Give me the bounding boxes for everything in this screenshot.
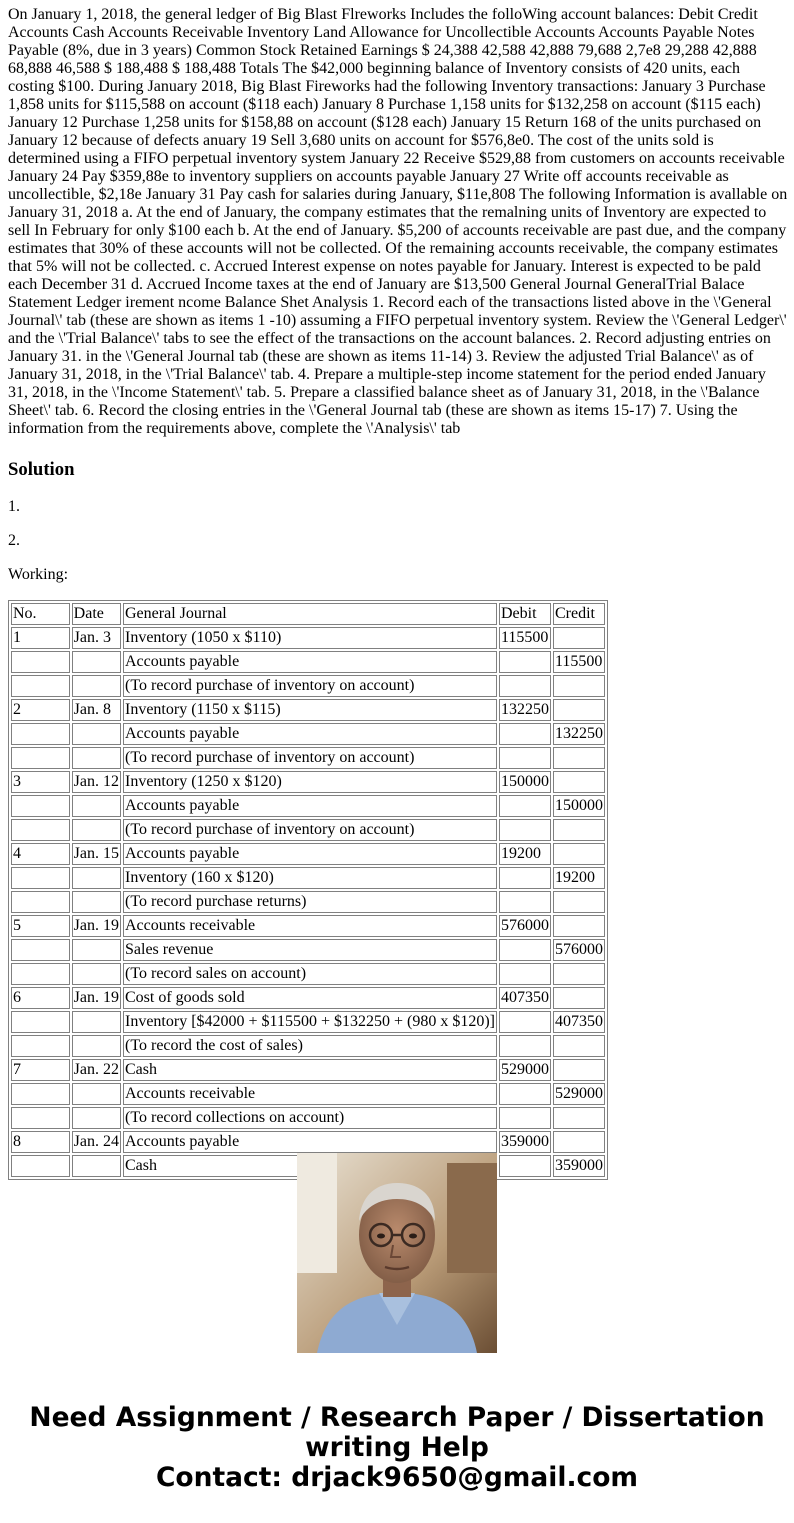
cell-date: Jan. 19 xyxy=(72,987,121,1009)
cell-date xyxy=(72,795,121,817)
cell-debit: 115500 xyxy=(499,627,551,649)
cell-date xyxy=(72,891,121,913)
cell-no xyxy=(11,1083,70,1105)
cell-description: Inventory (160 x $120) xyxy=(123,867,497,889)
cell-debit: 576000 xyxy=(499,915,551,937)
cell-credit xyxy=(553,1107,605,1129)
cell-debit xyxy=(499,1107,551,1129)
table-row xyxy=(11,987,605,1009)
cell-debit xyxy=(499,723,551,745)
cell-debit xyxy=(499,819,551,841)
solution-item-2: 2. xyxy=(8,532,20,549)
table-row xyxy=(11,651,605,673)
cell-credit xyxy=(553,843,605,865)
cell-no xyxy=(11,747,70,769)
cell-debit xyxy=(499,1083,551,1105)
cell-date: Jan. 8 xyxy=(72,699,121,721)
cell-debit: 529000 xyxy=(499,1059,551,1081)
table-row xyxy=(11,795,605,817)
cell-credit xyxy=(553,915,605,937)
cell-date xyxy=(72,747,121,769)
table-row xyxy=(11,723,605,745)
cell-credit: 359000 xyxy=(553,1155,605,1177)
cell-no: 1 xyxy=(11,627,70,649)
cell-description: Cash xyxy=(123,1155,497,1177)
cell-no xyxy=(11,1107,70,1129)
cell-no xyxy=(11,1155,70,1177)
cell-description: Cash xyxy=(123,1059,497,1081)
cell-date xyxy=(72,819,121,841)
header-debit: Debit xyxy=(499,603,551,625)
cell-description: (To record purchase of inventory on account) xyxy=(123,747,497,769)
header-no: No. xyxy=(11,603,70,625)
cell-no: 5 xyxy=(11,915,70,937)
cell-date xyxy=(72,939,121,961)
cell-credit: 576000 xyxy=(553,939,605,961)
cell-no xyxy=(11,819,70,841)
cell-credit xyxy=(553,819,605,841)
cell-credit xyxy=(553,1035,605,1057)
cell-date xyxy=(72,1011,121,1033)
cell-description: (To record purchase returns) xyxy=(123,891,497,913)
table-row xyxy=(11,1011,605,1033)
cell-description: Accounts payable xyxy=(123,651,497,673)
cell-date xyxy=(72,1035,121,1057)
cell-debit xyxy=(499,1011,551,1033)
footer-contact xyxy=(0,1403,794,1493)
cell-date xyxy=(72,651,121,673)
table-row xyxy=(11,1131,605,1153)
cell-no: 8 xyxy=(11,1131,70,1153)
cell-date: Jan. 12 xyxy=(72,771,121,793)
table-header-row xyxy=(11,603,605,625)
cell-date xyxy=(72,867,121,889)
cell-description: Accounts payable xyxy=(123,723,497,745)
journal-body xyxy=(11,627,605,1177)
cell-credit xyxy=(553,891,605,913)
table-row xyxy=(11,1059,605,1081)
table-row xyxy=(11,699,605,721)
cell-credit xyxy=(553,699,605,721)
cell-description: Inventory (1050 x $110) xyxy=(123,627,497,649)
cell-debit xyxy=(499,939,551,961)
cell-description: (To record collections on account) xyxy=(123,1107,497,1129)
cell-credit: 19200 xyxy=(553,867,605,889)
cell-no: 2 xyxy=(11,699,70,721)
cell-debit xyxy=(499,963,551,985)
cell-description: Accounts receivable xyxy=(123,1083,497,1105)
cell-debit xyxy=(499,1035,551,1057)
cell-credit: 132250 xyxy=(553,723,605,745)
cell-credit xyxy=(553,771,605,793)
cell-debit xyxy=(499,675,551,697)
cell-date xyxy=(72,723,121,745)
cell-credit: 115500 xyxy=(553,651,605,673)
table-row xyxy=(11,1107,605,1129)
cell-no xyxy=(11,723,70,745)
cell-debit: 19200 xyxy=(499,843,551,865)
cell-no xyxy=(11,963,70,985)
cell-debit xyxy=(499,795,551,817)
table-row xyxy=(11,891,605,913)
cell-no xyxy=(11,867,70,889)
cell-description: Inventory (1250 x $120) xyxy=(123,771,497,793)
cell-debit: 132250 xyxy=(499,699,551,721)
cell-description: (To record purchase of inventory on account) xyxy=(123,819,497,841)
cell-no xyxy=(11,795,70,817)
cell-debit xyxy=(499,651,551,673)
cell-no: 3 xyxy=(11,771,70,793)
cell-credit xyxy=(553,1059,605,1081)
cell-no: 6 xyxy=(11,987,70,1009)
cell-description: Accounts payable xyxy=(123,1131,497,1153)
journal-table-container xyxy=(8,600,608,1174)
cell-debit xyxy=(499,867,551,889)
cell-description: Accounts payable xyxy=(123,843,497,865)
cell-debit xyxy=(499,1155,551,1177)
cell-description: (To record the cost of sales) xyxy=(123,1035,497,1057)
cell-date xyxy=(72,1155,121,1177)
cell-description: Cost of goods sold xyxy=(123,987,497,1009)
cell-description: Inventory [$42000 + $115500 + $132250 + (980 x $120)] xyxy=(123,1011,497,1033)
table-row xyxy=(11,1035,605,1057)
table-row xyxy=(11,675,605,697)
cell-credit xyxy=(553,747,605,769)
cell-credit: 150000 xyxy=(553,795,605,817)
cell-no xyxy=(11,651,70,673)
cell-no xyxy=(11,1011,70,1033)
footer-line-2: writing Help xyxy=(305,1432,489,1463)
cell-description: Accounts payable xyxy=(123,795,497,817)
header-date: Date xyxy=(72,603,121,625)
cell-credit xyxy=(553,987,605,1009)
cell-debit: 150000 xyxy=(499,771,551,793)
table-row xyxy=(11,843,605,865)
table-row xyxy=(11,771,605,793)
cell-debit: 359000 xyxy=(499,1131,551,1153)
footer-contact-email: Contact: drjack9650@gmail.com xyxy=(155,1462,639,1493)
table-row xyxy=(11,1083,605,1105)
cell-debit xyxy=(499,891,551,913)
cell-date: Jan. 15 xyxy=(72,843,121,865)
cell-no xyxy=(11,675,70,697)
table-row xyxy=(11,867,605,889)
cell-no: 4 xyxy=(11,843,70,865)
cell-date xyxy=(72,963,121,985)
cell-credit xyxy=(553,675,605,697)
table-row xyxy=(11,939,605,961)
cell-description: (To record purchase of inventory on account) xyxy=(123,675,497,697)
table-row xyxy=(11,819,605,841)
general-journal-table xyxy=(8,600,608,1180)
footer-line-1: Need Assignment / Research Paper / Dissertation xyxy=(29,1402,765,1433)
cell-description: Accounts receivable xyxy=(123,915,497,937)
cell-no: 7 xyxy=(11,1059,70,1081)
table-row xyxy=(11,963,605,985)
cell-credit xyxy=(553,627,605,649)
cell-credit xyxy=(553,1131,605,1153)
cell-debit xyxy=(499,747,551,769)
working-label: Working: xyxy=(8,566,69,583)
cell-no xyxy=(11,939,70,961)
header-general-journal: General Journal xyxy=(123,603,497,625)
cell-date: Jan. 3 xyxy=(72,627,121,649)
cell-date: Jan. 19 xyxy=(72,915,121,937)
solution-heading: Solution xyxy=(8,459,75,480)
cell-debit: 407350 xyxy=(499,987,551,1009)
cell-date: Jan. 24 xyxy=(72,1131,121,1153)
cell-description: (To record sales on account) xyxy=(123,963,497,985)
person-portrait-icon xyxy=(297,1153,497,1353)
cell-date xyxy=(72,675,121,697)
cell-description: Sales revenue xyxy=(123,939,497,961)
cell-credit: 407350 xyxy=(553,1011,605,1033)
table-row xyxy=(11,627,605,649)
cell-credit: 529000 xyxy=(553,1083,605,1105)
cell-date xyxy=(72,1107,121,1129)
cell-date xyxy=(72,1083,121,1105)
cell-date: Jan. 22 xyxy=(72,1059,121,1081)
cell-credit xyxy=(553,963,605,985)
header-credit: Credit xyxy=(553,603,605,625)
question-text: On January 1, 2018, the general ledger of Big Blast Flreworks Includes the folloWing account balances: Debit Credit Accounts Cash Accounts Receivable Inventory Land Allowance for Uncollectible Accounts Accounts Payable Notes Payable (8%, due in 3 years) Common Stock Retained Earnings $ 24,388 42,588 42,888 79,688 2,7e8 29,288 42,888 68,888 46,588 $ 188,488 $ 188,488 Totals The $42,000 beginning balance of Inventory consists of 420 units, each costing $100. During January 2018, Big Blast Fireworks had the following Inventory transactions: January 3 Purchase 1,858 units for $115,588 on account ($118 each) January 8 Purchase 1,158 units for $132,258 on account ($115 each) January 12 Purchase 1,258 units for $158,88 on account ($128 each) January 15 Return 168 of the units purchased on January 12 because of defects anuary 19 Sell 3,680 units on account for $576,8e0. The cost of the units sold is determined using a FIFO perpetual inventory system January 22 Receive $529,88 from customers on accounts receivable January 24 Pay $359,88e to inventory suppliers on accounts payable January 27 Write off accounts receivable as uncollectible, $2,18e January 31 Pay cash for salaries during January, $11e,808 The following Information is avallable on January 31, 2018 a. At the end of January, the company estimates that the remalning units of Inventory are expected to sell In February for only $100 each b. At the end of January. $5,200 of accounts receivable are past due, and the company estimates that 30% of these accounts will not be collected. Of the remaining accounts receivable, the company estimates that 5% will not be collected. c. Accrued Interest expense on notes payable for January. Interest is expected to be pald each December 31 d. Accrued Income taxes at the end of January are $13,500 General Journal GeneralTrial Balace Statement Ledger irement ncome Balance Shet Analysis 1. Record each of the transactions listed above in the \'General Journal\' tab (these are shown as items 1 -10) assuming a FIFO perpetual inventory system. Review the \'General Ledger\' and the \'Trial Balance\' tabs to see the effect of the transactions on the account balances. 2. Record adjusting entries on January 31. in the \'General Journal tab (these are shown as items 11-14) 3. Review the adjusted Trial Balance\' as of January 31, 2018, in the \'Trial Balance\' tab. 4. Prepare a multiple-step income statement for the period ended January 31, 2018, in the \'Income Statement\' tab. 5. Prepare a classified balance sheet as of January 31, 2018, in the \'Balance Sheet\' tab. 6. Record the closing entries in the \'General Journal tab (these are shown as items 15-17) 7. Using the information from the requirements above, complete the \'Analysis\' tab xyxy=(8,6,788,437)
table-row xyxy=(11,915,605,937)
cell-no xyxy=(11,891,70,913)
cell-no xyxy=(11,1035,70,1057)
solution-item-1: 1. xyxy=(8,498,20,515)
table-row xyxy=(11,747,605,769)
cell-description: Inventory (1150 x $115) xyxy=(123,699,497,721)
